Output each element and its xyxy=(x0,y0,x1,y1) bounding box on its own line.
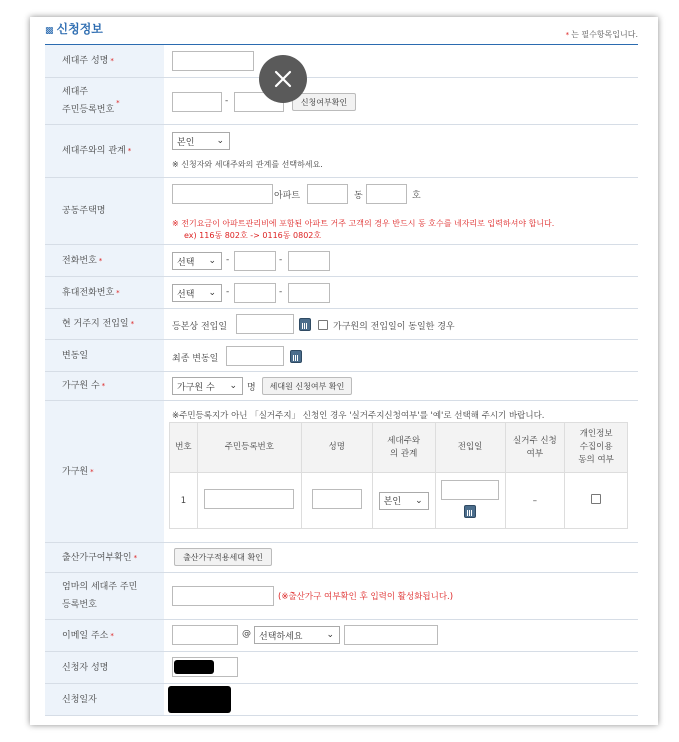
row-mother-rrn xyxy=(45,573,638,620)
row-members: 가구원 * ※주민등록지가 아닌 「실거주지」 신청인 경우 '실거주지신청여부'를 '예'로 선택해 주시기 바랍니다. 번호 주민등록번호 성명 세대주와 의 관계 전입일 실거주 신청 여부 개인정보 수집이용 동의 여부 1 본인 ⌄ – xyxy=(45,401,638,543)
members-count-select[interactable]: 가구원 수 ⌄ xyxy=(172,377,243,395)
calendar-icon[interactable] xyxy=(464,505,476,518)
dong-input[interactable] xyxy=(307,184,348,204)
row-apply-date xyxy=(45,684,638,716)
relation-label: 세대주와의 관계 xyxy=(62,146,126,156)
email-label: 이메일 주소 xyxy=(62,630,109,641)
row-head-rrn: 세대주 주민등록번호 * - 신청여부확인 xyxy=(45,78,638,125)
chevron-down-icon: ⌄ xyxy=(415,495,423,506)
phone-last-input[interactable] xyxy=(288,251,330,271)
check-application-button[interactable]: 신청여부확인 xyxy=(292,93,356,111)
email-domain-input[interactable] xyxy=(344,625,438,645)
phone-label: 전화번호 xyxy=(62,255,97,266)
phone-mid-input[interactable] xyxy=(234,251,276,271)
redaction-block xyxy=(174,660,214,674)
row-mobile: 휴대전화번호 * 선택 ⌄ - - xyxy=(45,277,638,309)
calendar-icon[interactable] xyxy=(290,350,302,363)
members-table: 번호 주민등록번호 성명 세대주와 의 관계 전입일 실거주 신청 여부 개인정보 수집이용 동의 여부 1 본인 ⌄ – xyxy=(169,422,628,529)
member-rrn-input[interactable] xyxy=(204,489,294,509)
email-id-input[interactable] xyxy=(172,625,238,645)
head-rrn-label: 세대주 주민등록번호 xyxy=(62,87,115,115)
mobile-last-input[interactable] xyxy=(288,283,330,303)
applicant-name-label: 신청자 성명 xyxy=(62,662,109,673)
member-move-in-input[interactable] xyxy=(441,480,499,500)
chevron-down-icon: ⌄ xyxy=(216,136,224,146)
form-panel xyxy=(30,17,658,725)
close-icon xyxy=(274,70,292,88)
head-name-input[interactable] xyxy=(172,51,254,71)
row-birth: 출산가구여부확인 * 출산가구적용세대 확인 xyxy=(45,543,638,573)
apartment-label: 공동주택명 xyxy=(62,206,106,216)
same-move-in-checkbox[interactable] xyxy=(318,320,328,330)
head-name-label: 세대주 성명 xyxy=(62,56,109,66)
chevron-down-icon: ⌄ xyxy=(208,256,216,266)
change-date-label: 변동일 xyxy=(62,350,89,361)
row-phone: 전화번호 * 선택 ⌄ - - xyxy=(45,245,638,277)
mobile-mid-input[interactable] xyxy=(234,283,276,303)
change-date-input[interactable] xyxy=(226,346,284,366)
mother-rrn-note: (※출산가구 여부확인 후 입력이 활성화됩니다.) xyxy=(278,592,454,602)
member-relation-select[interactable]: 본인 ⌄ xyxy=(379,492,429,510)
row-apartment: 공동주택명 아파트 동 호 ※ 전기요금이 아파트관리비에 포함된 아파트 거주 고객의 경우 반드시 동 호수를 네자리로 입력하셔야 합니다. ex) 116동 802호 -> 0116동 0802호 xyxy=(45,178,638,245)
chevron-down-icon: ⌄ xyxy=(208,288,216,298)
members-count-label: 가구원 수 xyxy=(62,381,100,391)
row-move-in: 현 거주지 전입일 * 등본상 전입일 가구원의 전입일이 동일한 경우 xyxy=(45,309,638,340)
apply-date-label: 신청일자 xyxy=(62,694,97,705)
member-name-input[interactable] xyxy=(312,489,362,509)
chevron-down-icon: ⌄ xyxy=(326,630,334,640)
birth-label: 출산가구여부확인 xyxy=(62,552,132,563)
calendar-icon[interactable] xyxy=(299,318,311,331)
check-birth-household-button[interactable]: 출산가구적용세대 확인 xyxy=(174,548,272,566)
row-relation: 세대주와의 관계 * 본인 ⌄ ※ 신청자와 세대주와의 관계를 선택하세요. xyxy=(45,125,638,178)
apartment-name-input[interactable] xyxy=(172,184,273,204)
ho-input[interactable] xyxy=(366,184,407,204)
mobile-prefix-select[interactable]: 선택 ⌄ xyxy=(172,284,222,302)
privacy-consent-checkbox[interactable] xyxy=(591,494,601,504)
mother-rrn-label: 엄마의 세대주 주민 등록번호 xyxy=(62,582,138,610)
move-in-date-input[interactable] xyxy=(236,314,294,334)
apartment-example: ex) 116동 802호 -> 0116동 0802호 xyxy=(184,231,322,240)
move-in-label: 현 거주지 전입일 xyxy=(62,319,129,329)
check-members-button[interactable]: 세대원 신청여부 확인 xyxy=(262,377,352,395)
redaction-block xyxy=(168,686,231,713)
relation-select[interactable]: 본인 ⌄ xyxy=(172,132,230,150)
chevron-down-icon: ⌄ xyxy=(229,381,237,391)
members-note: ※주민등록지가 아닌 「실거주지」 신청인 경우 '실거주지신청여부'를 '예'로 선택해 주시기 바랍니다. xyxy=(172,411,545,421)
mobile-label: 휴대전화번호 xyxy=(62,287,115,298)
close-button[interactable] xyxy=(259,55,307,103)
members-label: 가구원 xyxy=(62,466,89,477)
table-row: 1 본인 ⌄ – xyxy=(170,473,628,529)
phone-area-select[interactable]: 선택 ⌄ xyxy=(172,252,222,270)
mother-rrn-input[interactable] xyxy=(172,586,274,606)
row-members-count: 가구원 수 * 가구원 수 ⌄ 명 세대원 신청여부 확인 xyxy=(45,372,638,401)
row-head-name: 세대주 성명 * xyxy=(45,45,638,78)
section-icon: ▩ xyxy=(45,26,54,36)
row-change-date: 변동일 최종 변동일 xyxy=(45,340,638,372)
relation-note: ※ 신청자와 세대주와의 관계를 선택하세요. xyxy=(172,160,323,169)
required-note: * 는 필수항목입니다. xyxy=(565,30,638,39)
head-rrn-front-input[interactable] xyxy=(172,92,222,112)
row-applicant-name xyxy=(45,652,638,684)
section-title: ▩ 신청정보 xyxy=(45,22,103,36)
row-email: 이메일 주소 * @ 선택하세요 ⌄ xyxy=(45,620,638,652)
email-domain-select[interactable]: 선택하세요 ⌄ xyxy=(254,626,340,644)
apartment-note: ※ 전기요금이 아파트관리비에 포함된 아파트 거주 고객의 경우 반드시 동 호수를 네자리로 입력하셔야 합니다. xyxy=(172,219,555,228)
